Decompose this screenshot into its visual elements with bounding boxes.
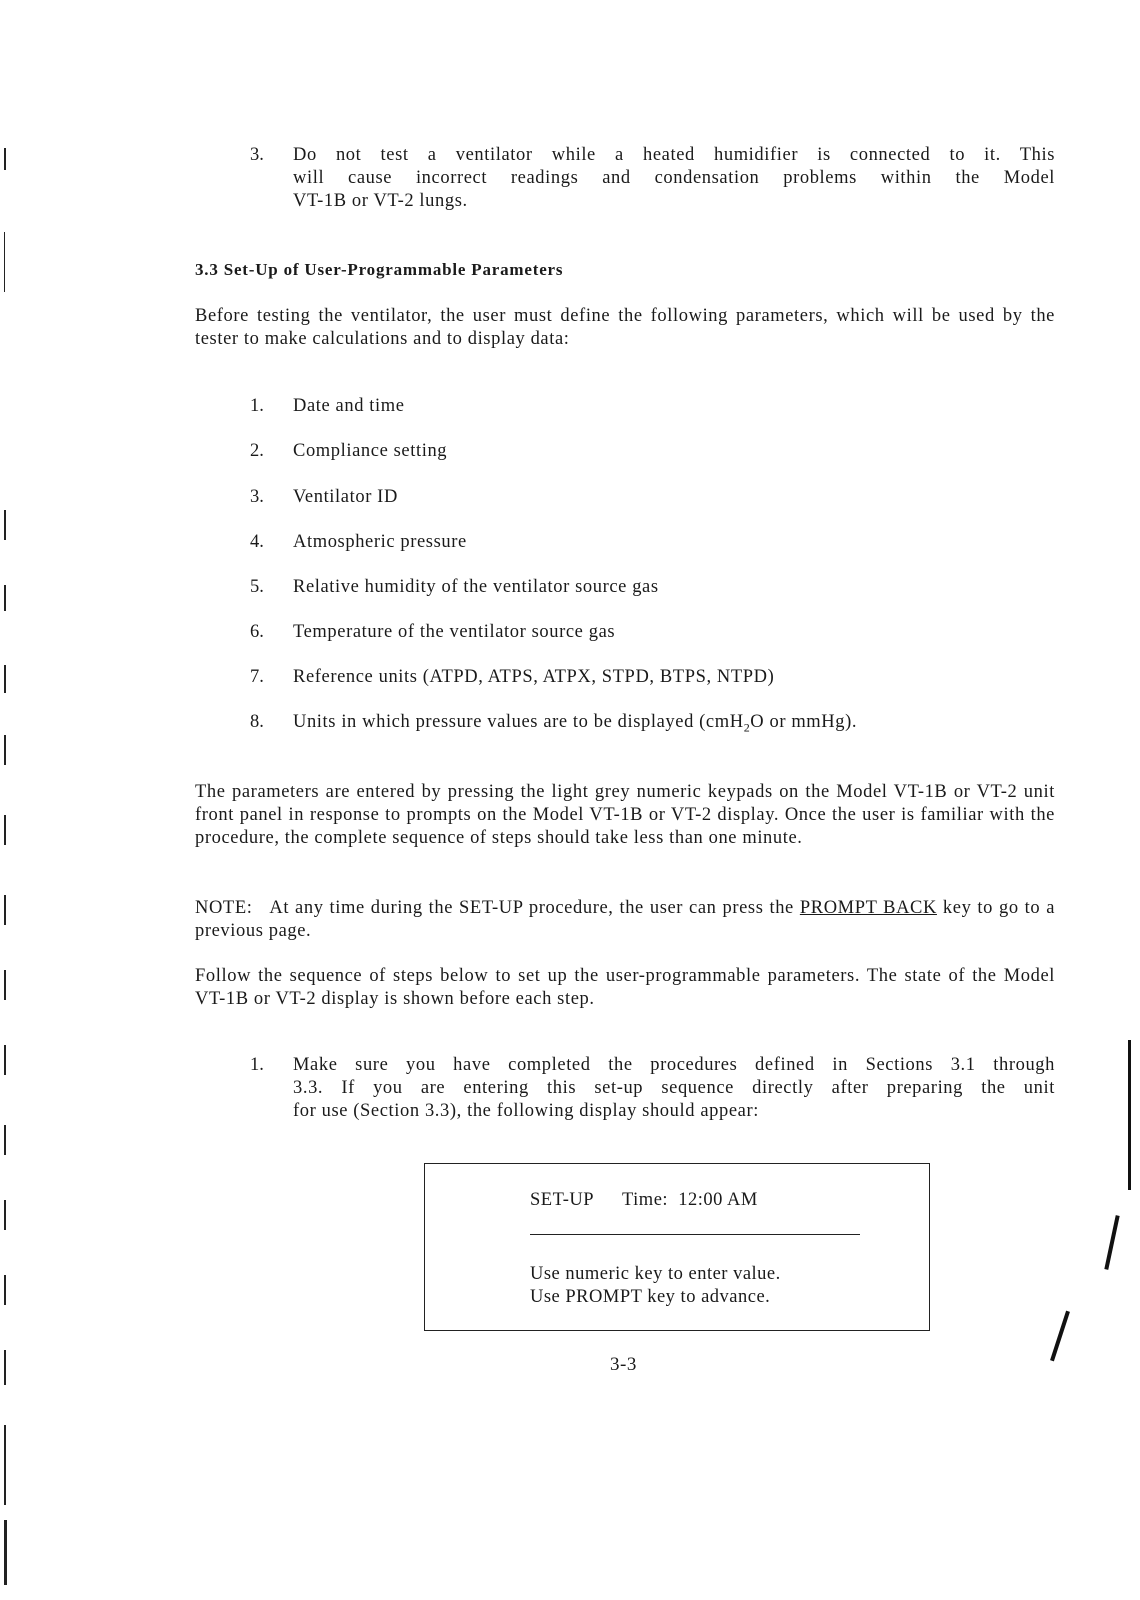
list-item	[250, 622, 1050, 646]
intro-item-line-2: will cause incorrect readings and condensation problems within the Model	[293, 168, 1055, 188]
display-divider	[530, 1234, 860, 1235]
subscript-two: 2	[743, 720, 751, 735]
keypad-paragraph: The parameters are entered by pressing the light grey numeric keypads on the Model VT-1B or VT-2 unit front panel in response to prompts on the Model VT-1B or VT-2 display. Once the user is familiar with the procedure, the complete sequence of steps should take less than one minute.	[195, 782, 1055, 848]
note-paragraph	[195, 897, 1055, 943]
list-item	[250, 396, 1050, 420]
list-item	[250, 532, 1050, 556]
list-item-text: Ventilator ID	[293, 487, 398, 507]
list-item-number: 1.	[250, 396, 264, 416]
display-line-1: Use numeric key to enter value.	[530, 1264, 781, 1284]
step-line-3: for use (Section 3.3), the following display should appear:	[293, 1101, 759, 1121]
section-intro-paragraph: Before testing the ventilator, the user must define the following parameters, which will be used by the tester to make calculations and to display data:	[195, 306, 1055, 349]
intro-item-number: 3.	[250, 145, 264, 165]
list-item	[250, 487, 1050, 511]
list-item-text	[293, 712, 857, 736]
display-time-value: 12:00 AM	[678, 1190, 758, 1210]
list-item-text: Reference units (ATPD, ATPS, ATPX, STPD, BTPS, NTPD)	[293, 667, 775, 687]
list-item-text: Temperature of the ventilator source gas	[293, 622, 616, 642]
list-item	[250, 577, 1050, 601]
list-item	[250, 667, 1050, 691]
list-item-number: 8.	[250, 712, 264, 732]
step-line-1: Make sure you have completed the procedures defined in Sections 3.1 through	[293, 1055, 1055, 1075]
lcd-display-box	[424, 1163, 930, 1331]
page-number: 3-3	[610, 1354, 637, 1375]
pressure-units-text-post: O or mmHg).	[750, 712, 858, 732]
display-title-row	[530, 1190, 758, 1211]
list-item-number: 7.	[250, 667, 264, 687]
list-item-text: Compliance setting	[293, 441, 448, 461]
intro-item-line-3: VT-1B or VT-2 lungs.	[293, 191, 468, 211]
list-item-text: Date and time	[293, 396, 405, 416]
list-item-text: Atmospheric pressure	[293, 532, 467, 552]
list-item-number: 6.	[250, 622, 264, 642]
list-item	[250, 712, 1050, 736]
list-item-number: 3.	[250, 487, 264, 507]
display-title: SET-UP	[530, 1190, 595, 1210]
list-item-text: Relative humidity of the ventilator source gas	[293, 577, 659, 597]
note-text-after: key to go to a previous page.	[195, 898, 1056, 941]
step-number: 1.	[250, 1055, 264, 1075]
list-item	[250, 441, 1050, 465]
note-text-before: At any time during the SET-UP procedure, the user can press the	[269, 898, 794, 918]
list-item-number: 2.	[250, 441, 264, 461]
follow-paragraph: Follow the sequence of steps below to set up the user-programmable parameters. The state of the Model VT-1B or VT-2 display is shown before each step.	[195, 966, 1055, 1009]
section-heading: 3.3 Set-Up of User-Programmable Parameters	[195, 260, 564, 279]
prompt-back-key-label: PROMPT BACK	[799, 898, 937, 918]
list-item-number: 5.	[250, 577, 264, 597]
list-item-number: 4.	[250, 532, 264, 552]
note-prefix: NOTE:	[195, 898, 253, 918]
display-line-2: Use PROMPT key to advance.	[530, 1287, 771, 1307]
display-time-label: Time:	[622, 1190, 669, 1210]
step-line-2: 3.3. If you are entering this set-up sequence directly after preparing the unit	[293, 1078, 1055, 1098]
pressure-units-text-pre: Units in which pressure values are to be displayed (cmH	[293, 712, 744, 732]
intro-item-line-1: Do not test a ventilator while a heated humidifier is connected to it. This	[293, 145, 1055, 165]
